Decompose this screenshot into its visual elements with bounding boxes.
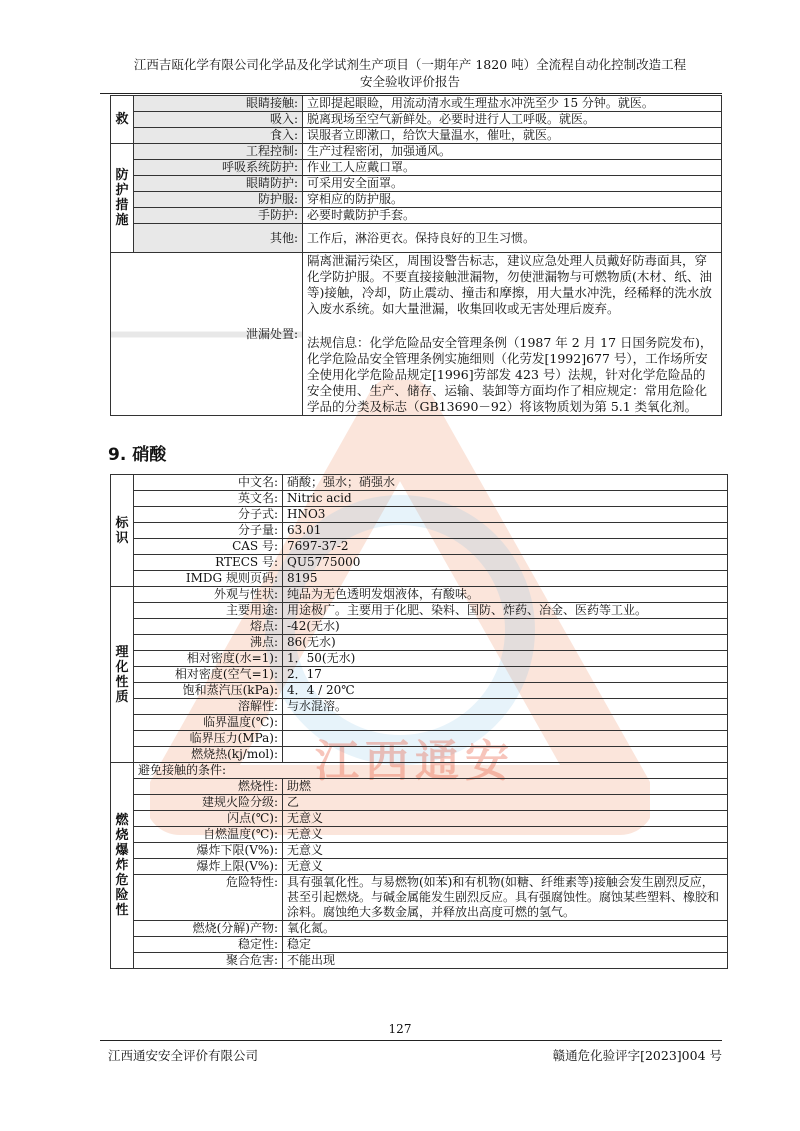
row-value: 穿相应的防护服。 bbox=[303, 192, 722, 208]
table-row bbox=[111, 603, 728, 619]
row-value: Nitric acid bbox=[283, 491, 728, 507]
row-value: 与水混溶。 bbox=[283, 699, 728, 715]
table-row bbox=[111, 571, 728, 587]
table-row bbox=[111, 555, 728, 571]
row-label: 燃烧(分解)产物: bbox=[134, 921, 283, 937]
category-fire-hazard-char: 烧 bbox=[115, 828, 129, 843]
row-value: 生产过程密闭，加强通风。 bbox=[303, 144, 722, 160]
table-row bbox=[111, 811, 728, 827]
nitric-acid-table bbox=[110, 474, 728, 969]
row-value: HNO3 bbox=[283, 507, 728, 523]
row-value: 无意义 bbox=[283, 811, 728, 827]
table-row bbox=[111, 192, 722, 208]
spill-value bbox=[303, 253, 722, 416]
row-value: 脱离现场至空气新鲜处。必要时进行人工呼吸。就医。 bbox=[303, 112, 722, 128]
row-value: 用途极广。主要用于化肥、染料、国防、炸药、冶金、医药等工业。 bbox=[283, 603, 728, 619]
table-row bbox=[111, 96, 722, 112]
footer-report-number: 赣通危化验评字[2023]004 号 bbox=[552, 1048, 722, 1063]
category-fire-hazard-char: 爆 bbox=[115, 843, 129, 858]
category-properties-char: 化 bbox=[115, 659, 129, 675]
table-row bbox=[111, 475, 728, 491]
row-value bbox=[283, 715, 728, 731]
footer-company: 江西通安安全评价有限公司 bbox=[108, 1048, 259, 1063]
row-value: 必要时戴防护手套。 bbox=[303, 208, 722, 224]
header-line2: 安全验收评价报告 bbox=[359, 74, 460, 89]
table-row bbox=[111, 587, 728, 603]
row-label: 食入: bbox=[134, 128, 303, 144]
table-row bbox=[111, 635, 728, 651]
page-header bbox=[100, 56, 720, 90]
table-row bbox=[111, 859, 728, 875]
footer-divider bbox=[100, 1040, 722, 1041]
table-row bbox=[111, 683, 728, 699]
category-properties-char: 质 bbox=[115, 689, 129, 705]
row-label: 呼吸系统防护: bbox=[134, 160, 303, 176]
table-row bbox=[111, 827, 728, 843]
row-label: 相对密度(空气=1): bbox=[134, 667, 283, 683]
row-value: 86(无水) bbox=[283, 635, 728, 651]
category-identification bbox=[111, 475, 134, 587]
row-value: 纯品为无色透明发烟液体，有酸味。 bbox=[283, 587, 728, 603]
header-line1: 江西吉瓯化学有限公司化学品及化学试剂生产项目（一期年产 1820 吨）全流程自动化控制改造工程 bbox=[133, 57, 687, 72]
row-value: 1．50(无水) bbox=[283, 651, 728, 667]
row-label: 相对密度(水=1): bbox=[134, 651, 283, 667]
row-label: 主要用途: bbox=[134, 603, 283, 619]
row-value bbox=[283, 731, 728, 747]
row-label: 危险特性: bbox=[134, 875, 283, 921]
row-label: 闪点(℃): bbox=[134, 811, 283, 827]
table-row bbox=[111, 112, 722, 128]
first-aid-protection-table bbox=[110, 95, 722, 416]
row-label: 自燃温度(℃): bbox=[134, 827, 283, 843]
row-value: 2．17 bbox=[283, 667, 728, 683]
table-row bbox=[111, 491, 728, 507]
table-row bbox=[111, 651, 728, 667]
row-label: 聚合危害: bbox=[134, 953, 283, 969]
table-row bbox=[111, 747, 728, 763]
row-value: 稳定 bbox=[283, 937, 728, 953]
row-label: RTECS 号: bbox=[134, 555, 283, 571]
category-protection-char: 施 bbox=[115, 213, 129, 228]
row-label: 溶解性: bbox=[134, 699, 283, 715]
table-row-spill bbox=[111, 253, 722, 416]
row-value: 4．4 / 20℃ bbox=[283, 683, 728, 699]
row-label: 分子式: bbox=[134, 507, 283, 523]
category-fire-hazard-char: 性 bbox=[115, 903, 129, 918]
table-row bbox=[111, 160, 722, 176]
section-title: 9. 硝酸 bbox=[108, 445, 167, 465]
page-number: 127 bbox=[388, 1022, 412, 1036]
table-row bbox=[111, 875, 728, 921]
table-row bbox=[111, 953, 728, 969]
row-label: 眼睛防护: bbox=[134, 176, 303, 192]
row-value: 乙 bbox=[283, 795, 728, 811]
row-label: 临界压力(MPa): bbox=[134, 731, 283, 747]
row-label: CAS 号: bbox=[134, 539, 283, 555]
row-label: 工程控制: bbox=[134, 144, 303, 160]
watermark-text: 江西通安 bbox=[315, 736, 515, 787]
category-fire-hazard-char: 炸 bbox=[115, 858, 129, 873]
row-label: 临界温度(℃): bbox=[134, 715, 283, 731]
spill-label: 泄漏处置: bbox=[111, 253, 303, 416]
row-value: 7697-37-2 bbox=[283, 539, 728, 555]
table-row bbox=[111, 731, 728, 747]
row-label: 其他: bbox=[134, 224, 303, 253]
table-row bbox=[111, 715, 728, 731]
table-row bbox=[111, 921, 728, 937]
category-properties-char: 性 bbox=[115, 674, 129, 690]
row-label: 沸点: bbox=[134, 635, 283, 651]
row-label: 饱和蒸汽压(kPa): bbox=[134, 683, 283, 699]
category-protection-char: 防 bbox=[115, 168, 129, 183]
category-fire-hazard-char: 险 bbox=[115, 888, 129, 903]
row-value: 8195 bbox=[283, 571, 728, 587]
row-label: 中文名: bbox=[134, 475, 283, 491]
table-row bbox=[111, 843, 728, 859]
row-label: 燃烧性: bbox=[134, 779, 283, 795]
table-row bbox=[111, 224, 722, 253]
table-row bbox=[111, 667, 728, 683]
table-row bbox=[111, 795, 728, 811]
table-row bbox=[111, 937, 728, 953]
category-protection-char: 护 bbox=[115, 183, 129, 198]
row-value: 无意义 bbox=[283, 827, 728, 843]
row-label: 防护服: bbox=[134, 192, 303, 208]
row-label: IMDG 规则页码: bbox=[134, 571, 283, 587]
category-identification-char: 标 bbox=[115, 515, 129, 531]
header-divider bbox=[100, 93, 722, 94]
row-label: 手防护: bbox=[134, 208, 303, 224]
table-row bbox=[111, 619, 728, 635]
table-row bbox=[111, 779, 728, 795]
row-value: 工作后，淋浴更衣。保持良好的卫生习惯。 bbox=[303, 224, 722, 253]
category-fire-hazard-char: 危 bbox=[115, 873, 129, 888]
row-label: 爆炸下限(V%): bbox=[134, 843, 283, 859]
row-label: 外观与性状: bbox=[134, 587, 283, 603]
category-rescue: 救 bbox=[111, 96, 134, 144]
table-row bbox=[111, 523, 728, 539]
row-value: 作业工人应戴口罩。 bbox=[303, 160, 722, 176]
row-value: 无意义 bbox=[283, 859, 728, 875]
row-label: 英文名: bbox=[134, 491, 283, 507]
row-value bbox=[283, 747, 728, 763]
table-row bbox=[111, 144, 722, 160]
table-row bbox=[111, 699, 728, 715]
row-value: 无意义 bbox=[283, 843, 728, 859]
row-value: 助燃 bbox=[283, 779, 728, 795]
row-label-wide: 避免接触的条件: bbox=[134, 763, 728, 779]
spill-procedure: 隔离泄漏污染区，周围设警告标志，建议应急处理人员戴好防毒面具，穿化学防护服。不要直接接触泄漏物，勿使泄漏物与可燃物质(木材、纸、油等)接触，冷却，防止震动、撞击和摩擦，用大量水冲洗，经稀释的洗水放入废水系统。如大量泄漏，收集回收或无害处理后废弃。 bbox=[307, 253, 712, 316]
table-row bbox=[111, 507, 728, 523]
category-properties bbox=[111, 587, 134, 763]
table-row bbox=[111, 128, 722, 144]
row-value: 具有强氧化性。与易燃物(如苯)和有机物(如糖、纤维素等)接触会发生剧烈反应，甚至引起燃烧。与碱金属能发生剧烈反应。具有强腐蚀性。腐蚀某些塑料、橡胶和涂料。腐蚀绝大多数金属，并释放出高度可燃的氢气。 bbox=[283, 875, 728, 921]
row-label: 爆炸上限(V%): bbox=[134, 859, 283, 875]
row-value: 误服者立即漱口，给饮大量温水，催吐，就医。 bbox=[303, 128, 722, 144]
row-value: 可采用安全面罩。 bbox=[303, 176, 722, 192]
table-row bbox=[111, 539, 728, 555]
row-value: 氧化氮。 bbox=[283, 921, 728, 937]
category-identification-char: 识 bbox=[115, 530, 129, 546]
row-label: 建规火险分级: bbox=[134, 795, 283, 811]
category-protection-char: 措 bbox=[115, 198, 129, 213]
category-protection bbox=[111, 144, 134, 253]
table-row bbox=[111, 208, 722, 224]
row-value: 立即提起眼睑，用流动清水或生理盐水冲洗至少 15 分钟。就医。 bbox=[303, 96, 722, 112]
spill-regulation: 法规信息：化学危险品安全管理条例（1987 年 2 月 17 日国务院发布)，化学危险品安全管理条例实施细则（化劳发[1992]677 号），工作场所安全使用化学危险品规定[1996]劳部发 423 号）法规，针对化学危险品的安全使用、生产、储存、运输、装卸等方面均作了相应规定：常用危险化学品的分类及标志（GB13690－92）将该物质划为第 5.1 类氧化剂。 bbox=[307, 335, 713, 414]
row-value: QU5775000 bbox=[283, 555, 728, 571]
category-properties-char: 理 bbox=[115, 644, 129, 660]
row-label: 吸入: bbox=[134, 112, 303, 128]
row-label: 熔点: bbox=[134, 619, 283, 635]
row-value: 硝酸；强水；硝强水 bbox=[283, 475, 728, 491]
row-value: -42(无水) bbox=[283, 619, 728, 635]
category-fire-hazard bbox=[111, 763, 134, 969]
row-label: 稳定性: bbox=[134, 937, 283, 953]
row-value: 63.01 bbox=[283, 523, 728, 539]
table-row bbox=[111, 763, 728, 779]
table-row bbox=[111, 176, 722, 192]
category-fire-hazard-char: 燃 bbox=[115, 813, 129, 828]
row-label: 燃烧热(kj/mol): bbox=[134, 747, 283, 763]
row-value: 不能出现 bbox=[283, 953, 728, 969]
row-label: 眼睛接触: bbox=[134, 96, 303, 112]
row-label: 分子量: bbox=[134, 523, 283, 539]
